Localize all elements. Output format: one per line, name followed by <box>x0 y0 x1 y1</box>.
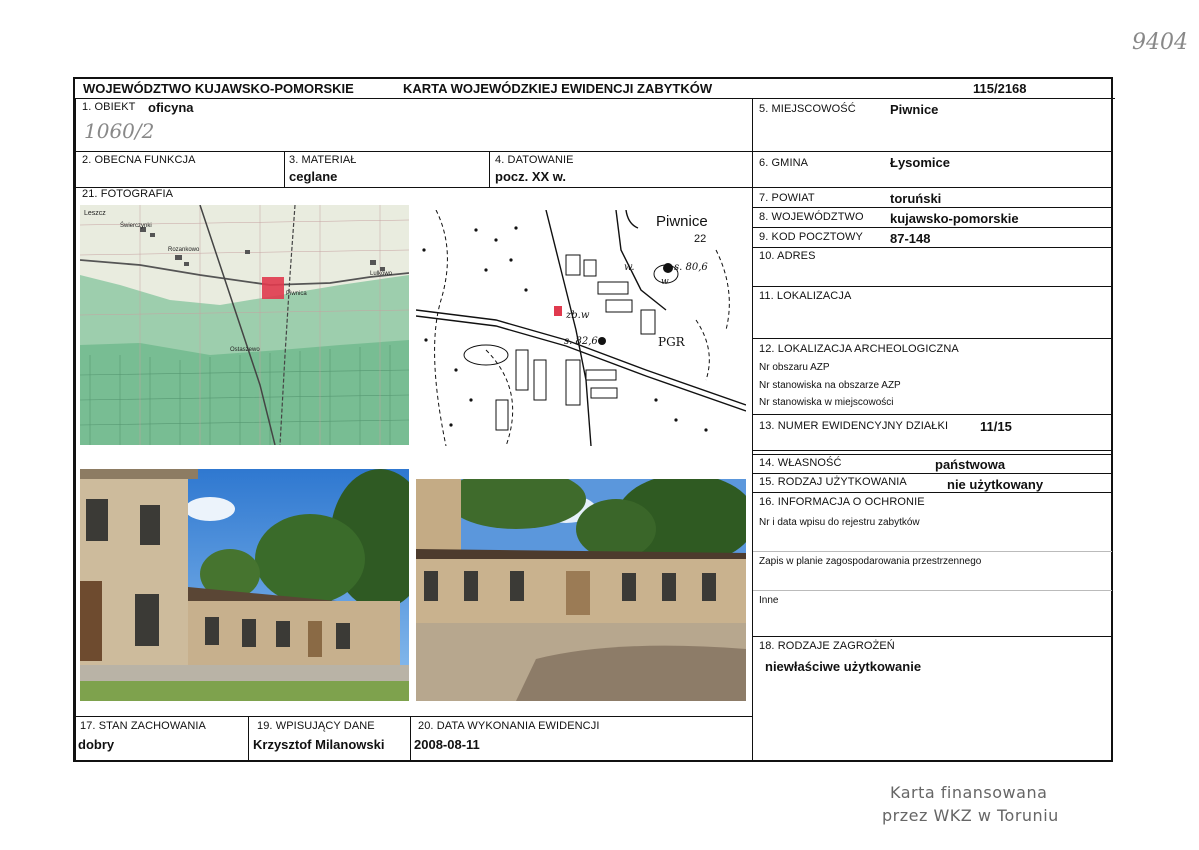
field-wlasnosc-value: państwowa <box>935 457 1006 472</box>
header-card-number: 115/2168 <box>973 81 1027 96</box>
field-kod-value: 87-148 <box>890 231 931 246</box>
field-ochrona-label: 16. INFORMACJA O OCHRONIE <box>759 496 925 508</box>
map1-label-2: Rozankowo <box>168 247 200 253</box>
field-wpisujacy-label: 19. WPISUJĄCY DANE <box>257 720 375 732</box>
field-wojewodztwo <box>752 207 1113 228</box>
field-stan-label: 17. STAN ZACHOWANIA <box>80 720 206 732</box>
field-dzialka-label: 13. NUMER EWIDENCYJNY DZIAŁKI <box>759 420 949 432</box>
field-dzialka-value: 11/15 <box>980 419 1012 434</box>
field-wlasnosc <box>752 454 1113 474</box>
field-datowanie-value: pocz. XX w. <box>495 169 567 184</box>
field-dzialka <box>752 414 1113 451</box>
map1-label-0: Leszcz <box>84 210 106 217</box>
field-material <box>284 151 490 188</box>
map1-label-3: Piwnica <box>286 291 307 297</box>
field-arch-label: 12. LOKALIZACJA ARCHEOLOGICZNA <box>759 343 959 355</box>
funding-stamp-line-2: przez WKZ w Toruniu <box>882 806 1059 825</box>
field-wpisujacy <box>248 716 411 762</box>
field-wojewodztwo-value: kujawsko-pomorskie <box>890 211 1019 226</box>
cadastral-map <box>416 210 746 446</box>
handwritten-object-number: 1060/2 <box>84 119 155 143</box>
field-adres-label: 10. ADRES <box>759 250 816 262</box>
map2-label-2: w <box>661 277 669 287</box>
field-ochrona <box>752 492 1113 637</box>
field-ochrona-plan: Zapis w planie zagospodarowania przestrzennego <box>759 556 982 567</box>
field-zagrozenia-label: 18. RODZAJE ZAGROŻEŃ <box>759 640 895 652</box>
map1-label-1: Świerczynki <box>120 223 152 229</box>
handwritten-archive-number: 9404 <box>1132 30 1188 55</box>
field-material-label: 3. MATERIAŁ <box>289 154 357 166</box>
ochrona-divider-1 <box>753 551 1112 552</box>
field-wpisujacy-value: Krzysztof Milanowski <box>253 737 385 752</box>
field-kod <box>752 227 1113 248</box>
field-miejscowosc <box>752 98 1113 152</box>
field-arch-line-stanowisko-azp: Nr stanowiska na obszarze AZP <box>759 380 901 391</box>
field-obiekt-label: 1. OBIEKT <box>82 101 136 113</box>
field-ochrona-rejestr: Nr i data wpisu do rejestru zabytków <box>759 517 920 528</box>
map1-label-4: Lulkowo <box>370 271 393 277</box>
photo-building-right <box>416 479 746 701</box>
map1-label-5: Ostaszewo <box>230 347 260 353</box>
field-miejscowosc-label: 5. MIEJSCOWOŚĆ <box>759 103 856 115</box>
heritage-record-card <box>73 77 1113 762</box>
ochrona-divider-2 <box>753 590 1112 591</box>
map2-label-1: s. 80,6 <box>674 262 708 273</box>
field-uzytkowanie <box>752 473 1113 493</box>
field-gmina <box>752 151 1113 188</box>
field-wojewodztwo-label: 8. WOJEWÓDZTWO <box>759 211 864 223</box>
map2-label-0: w. <box>624 262 635 273</box>
map2-label-3: zb.w <box>566 310 590 321</box>
field-fotografia-label: 21. FOTOGRAFIA <box>82 188 174 200</box>
field-lokalizacja-archeologiczna <box>752 338 1113 415</box>
field-zagrozenia-value: niewłaściwe użytkowanie <box>765 659 922 674</box>
map2-place-label: Piwnice <box>656 213 708 230</box>
field-data-value: 2008-08-11 <box>414 737 480 752</box>
field-powiat-value: toruński <box>890 191 942 206</box>
field-obiekt <box>75 98 753 152</box>
field-uzytkowanie-label: 15. RODZAJ UŻYTKOWANIA <box>759 476 907 488</box>
field-zagrozenia <box>752 636 1113 762</box>
field-powiat-label: 7. POWIAT <box>759 192 815 204</box>
field-arch-line-azp: Nr obszaru AZP <box>759 362 830 373</box>
field-uzytkowanie-value: nie użytkowany <box>947 477 1044 492</box>
field-stan-value: dobry <box>78 737 115 752</box>
field-miejscowosc-value: Piwnice <box>890 102 939 117</box>
field-obiekt-value: oficyna <box>148 100 194 115</box>
field-funkcja <box>75 151 285 188</box>
field-kod-label: 9. KOD POCZTOWY <box>759 231 863 243</box>
field-adres <box>752 247 1113 287</box>
field-material-value: ceglane <box>289 169 338 184</box>
field-data-label: 20. DATA WYKONANIA EWIDENCJI <box>418 720 600 732</box>
field-lokalizacja-label: 11. LOKALIZACJA <box>759 290 852 302</box>
photo-building-left <box>80 469 409 701</box>
map2-label-5: PGR <box>658 335 685 349</box>
field-fotografia <box>75 187 753 717</box>
header-voivodeship: WOJEWÓDZTWO KUJAWSKO-POMORSKIE <box>83 81 354 96</box>
map2-number-label: 22 <box>694 233 707 245</box>
field-wlasnosc-label: 14. WŁASNOŚĆ <box>759 457 842 469</box>
field-datowanie <box>489 151 753 188</box>
field-ochrona-inne: Inne <box>759 595 779 606</box>
funding-stamp-line-1: Karta finansowana <box>890 783 1048 802</box>
field-datowanie-label: 4. DATOWANIE <box>495 154 574 166</box>
field-gmina-label: 6. GMINA <box>759 157 809 169</box>
field-data <box>410 716 753 762</box>
topographic-map <box>80 205 409 445</box>
field-stan <box>75 716 249 762</box>
field-lokalizacja <box>752 286 1113 339</box>
field-funkcja-label: 2. OBECNA FUNKCJA <box>82 154 196 166</box>
field-gmina-value: Łysomice <box>890 155 950 170</box>
field-powiat <box>752 187 1113 208</box>
field-arch-line-stanowisko-miejscowosc: Nr stanowiska w miejscowości <box>759 397 894 408</box>
header-title: KARTA WOJEWÓDZKIEJ EWIDENCJI ZABYTKÓW <box>403 81 713 96</box>
card-header <box>75 79 1115 99</box>
map2-label-4: s. 82,6 <box>564 336 598 347</box>
